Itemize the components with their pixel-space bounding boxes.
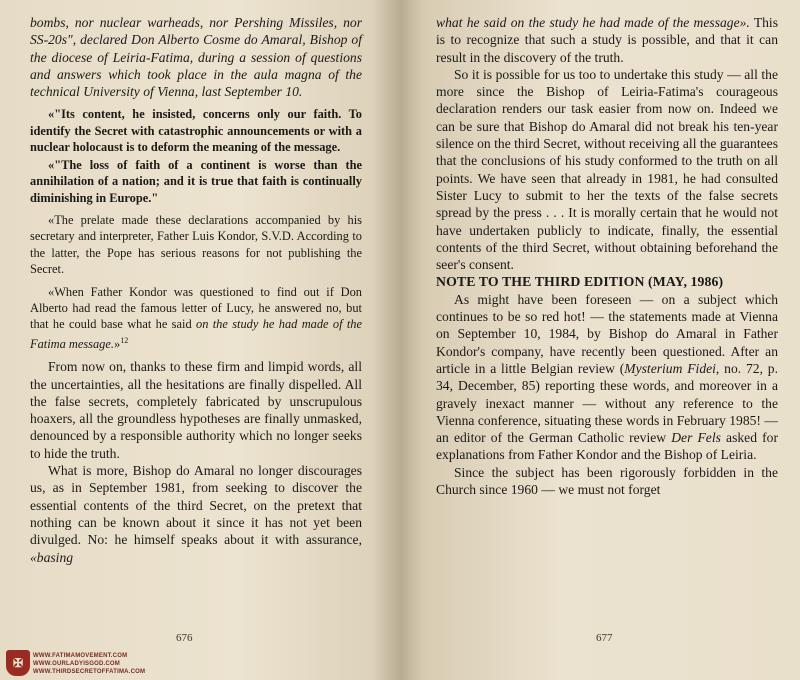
footer-link-3[interactable]: WWW.THIRDSECRETOFFATIMA.COM	[33, 669, 146, 675]
page-number-left: 676	[176, 632, 193, 644]
footnote-ref: 12	[120, 335, 129, 345]
right-paragraph-3: As might have been foreseen — on a subject which continues to be so red hot! — the statements made at Vienna on September 10, 1984, by Bishop do Amaral in Father Kondor's company, have recently been questioned. After an article in a little Belgian review (Mysterium Fidei, no. 72, p. 34, December, 85) reporting these words, and moreover in a gravely inexact manner — without any reference to the Vienna conference, situating these words in February 1985! — an editor of the German Catholic review Der Fels asked for explanations from Father Kondor and the Bishop of Leiria.	[436, 291, 778, 463]
page-number-right: 677	[596, 632, 613, 644]
left-paragraph-2: From now on, thanks to these firm and limpid words, all the uncertainties, all the hesitations are finally dispelled. All the false secrets, completely fabricated by unscrupulous hoaxers, all the groundless hypotheses are finally unmasked, denounced by a responsible authority which no longer seeks to hide the truth.	[30, 359, 362, 461]
right-paragraph-4: Since the subject has been rigorously forbidden in the Church since 1960 — we must not forget	[436, 464, 778, 498]
footer-link-2[interactable]: WWW.OURLADYISGOD.COM	[33, 661, 120, 667]
fatima-logo-icon: ✠	[6, 650, 30, 676]
quote-faith: «"Its content, he insisted, concerns only our faith. To identify the Secret with catastrophic announcements or with a nuclear holocaust is to deform the meaning of the message.	[30, 107, 362, 155]
left-page-text	[30, 14, 362, 566]
right-page-text	[436, 14, 778, 498]
quote-kondor: «When Father Kondor was questioned to find out if Don Alberto had read the famous letter of Lucy, he answered no, but that he could base what he said on the study he had made of the Fatima message.»$^{12}$	[30, 284, 363, 351]
left-paragraph-1: bombs, nor nuclear warheads, nor Pershing Missiles, nor SS-20s", declared Don Alberto Cosme do Amaral, Bishop of the diocese of Leiria-Fatima, during a session of questions and answers which took place in the aula magna of the technical University of Vienna, last September 10.	[30, 15, 362, 100]
quote-europe: «"The loss of faith of a continent is worse than the annihilation of a nation; and it is true that faith is continually diminishing in Europe."	[30, 157, 362, 205]
right-paragraph-1: what he said on the study he had made of the message». This is to recognize that such a study is possible, and that it can result in the discovery of the truth.	[436, 15, 778, 65]
footer-link-1[interactable]: WWW.FATIMAMOVEMENT.COM	[33, 653, 128, 659]
quote-prelate: «The prelate made these declarations accompanied by his secretary and interpreter, Father Luis Kondor, S.V.D. According to the latter, the Pope has serious reasons for not publishing the Secret.	[30, 212, 362, 277]
right-page	[400, 0, 800, 680]
note-heading: NOTE TO THE THIRD EDITION (MAY, 1986)	[436, 274, 724, 290]
right-paragraph-2: So it is possible for us too to undertake this study — all the more since the Bishop of Leiria-Fatima's courageous declaration renders our task easier from now on. Indeed we can be sure that Bishop do Amaral did not break his ten-year silence on the third Secret, without receiving all the guarantees that the conclusions of his study conformed to the truth on all points. We have seen that already in 1981, he had consulted Sister Lucy to submit to her the texts of the false secrets spread by the press . . . It is morally certain that he would not have undertaken publicly to indicate, finally, the essential contents of the third Secret, without obtaining beforehand the seer's consent.	[436, 66, 778, 273]
footer-links	[33, 652, 145, 676]
left-paragraph-3: What is more, Bishop do Amaral no longer discourages us, as in September 1981, from seeking to discover the essential contents of the third Secret, on the pretext that nothing can be known about it since it has not yet been divulged. No: he himself speaks about it with assurance, «basing	[30, 463, 362, 565]
